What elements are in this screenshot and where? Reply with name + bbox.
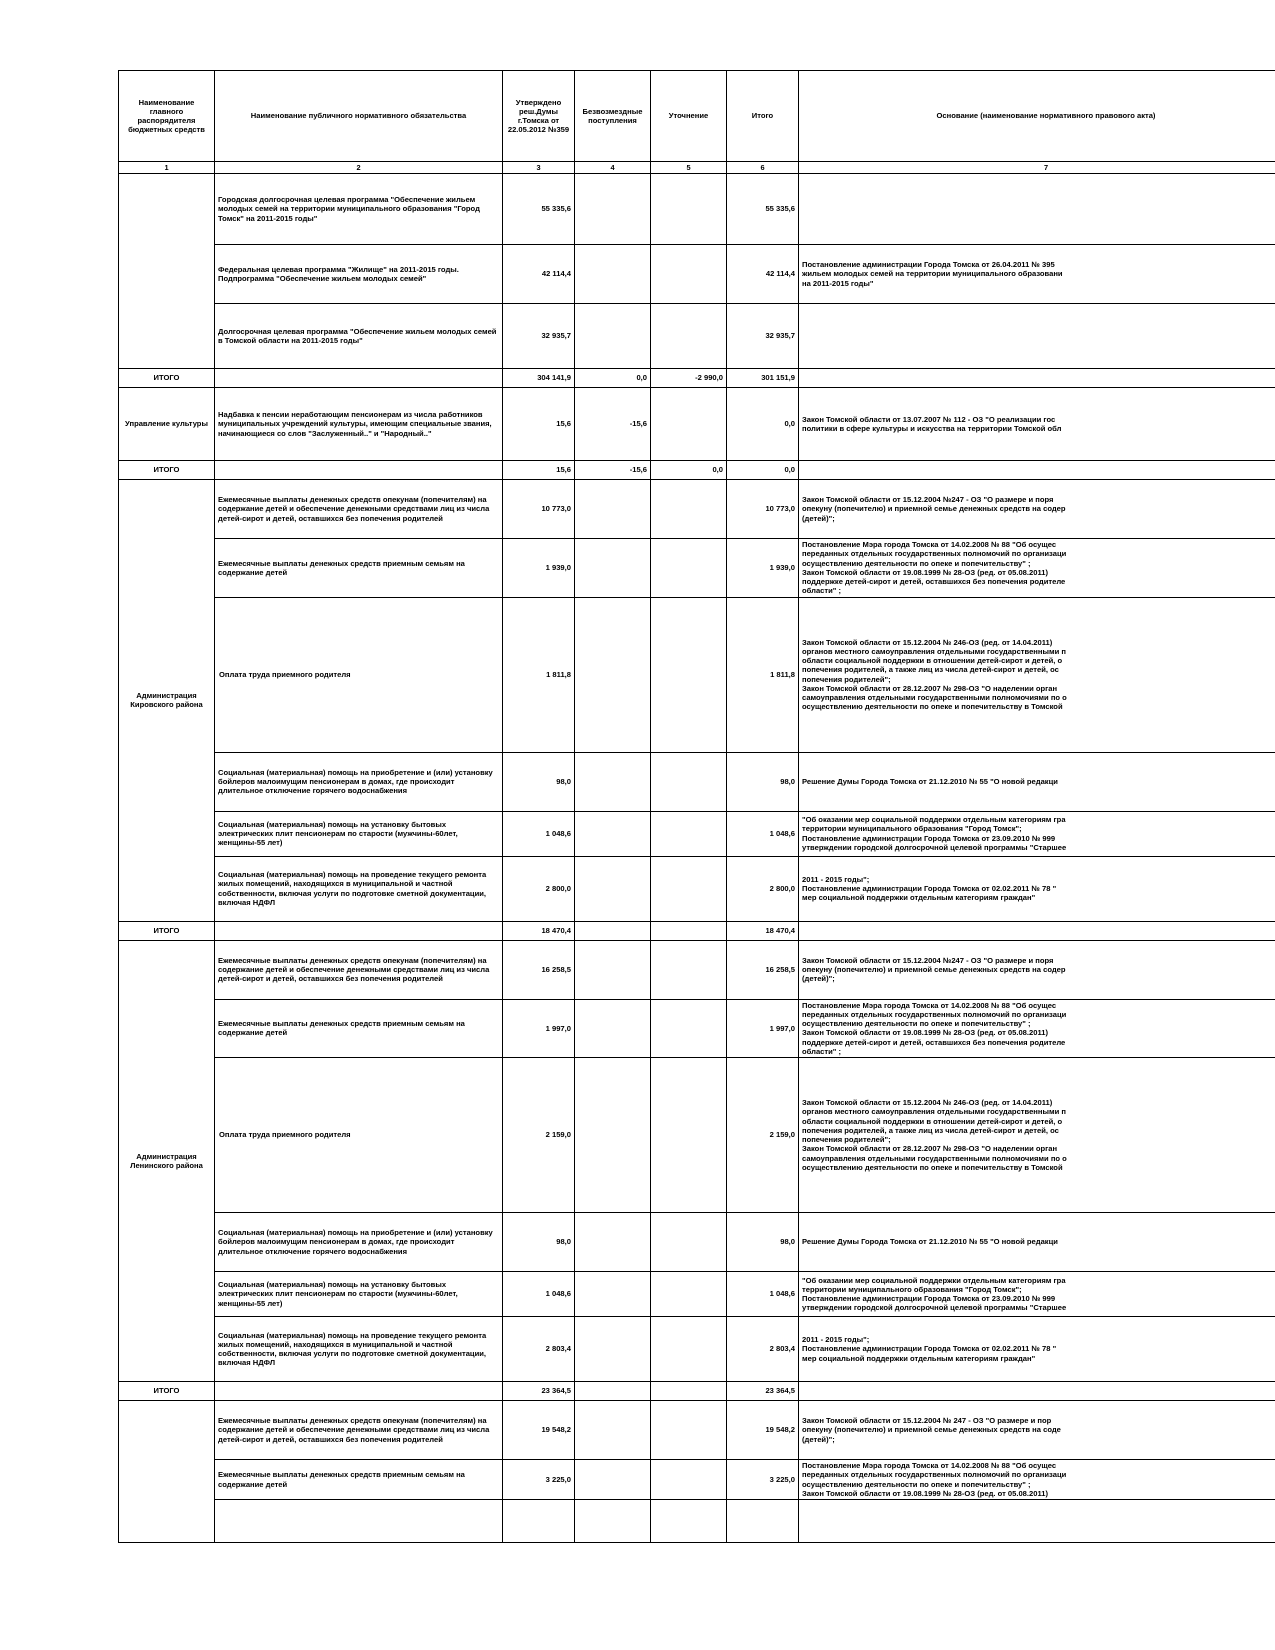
table-row: [119, 1058, 1275, 1213]
table-row: [119, 480, 1275, 539]
subtotal-label: ИТОГО: [119, 1382, 215, 1401]
obligation-name: Оплата труда приемного родителя: [215, 1058, 503, 1213]
total-amount: 16 258,5: [727, 940, 799, 999]
grants-amount: [575, 1317, 651, 1382]
grants-amount: [575, 539, 651, 598]
grants-amount: [575, 480, 651, 539]
column-number-7: 7: [799, 162, 1275, 174]
basis-line: (детей)";: [802, 513, 835, 523]
subtotal-approved: 18 470,4: [503, 921, 575, 940]
basis-line: мер социальной поддержки отдельным категориям граждан": [802, 1353, 1036, 1363]
total-amount: 0,0: [727, 388, 799, 461]
header-cell-basis: Основание (наименование нормативного правового акта): [799, 71, 1275, 162]
basis-line: осуществлению деятельности по опеке и попечительству" ;: [802, 558, 1031, 568]
subtotal-basis: [799, 369, 1275, 388]
subtotal-approved: 304 141,9: [503, 369, 575, 388]
basis-line: области социальной поддержки в отношении детей-сирот и детей, о: [802, 1116, 1063, 1126]
approved-amount: 16 258,5: [503, 940, 575, 999]
table-row: [119, 388, 1275, 461]
table-row: [119, 1500, 1275, 1543]
subtotal-grants: [575, 921, 651, 940]
basis-cell: [799, 1460, 1275, 1500]
basis-cell: [799, 752, 1275, 811]
obligation-name: Городская долгосрочная целевая программа "Обеспечение жильем молодых семей на территории муниципального образования "Город Томск" на 2011-2015 годы": [215, 174, 503, 245]
gru-cell: [119, 1401, 215, 1543]
basis-line: переданных отдельных государственных полномочий по организаци: [802, 1470, 1067, 1480]
basis-cell: [799, 1213, 1275, 1272]
basis-line: опекуну (попечителю) и приемной семье денежных средств на соде: [802, 1425, 1061, 1435]
table-row: [119, 811, 1275, 856]
obligation-name: Социальная (материальная) помощь на приобретение и (или) установку бойлеров малоимущим пенсионерам в домах, где происходит длительное отключение горячего водоснабжения: [215, 752, 503, 811]
basis-cell: [799, 304, 1275, 369]
total-amount: 55 335,6: [727, 174, 799, 245]
basis-line: (детей)";: [802, 1434, 835, 1444]
approved-amount: 3 225,0: [503, 1460, 575, 1500]
subtotal-basis: [799, 1382, 1275, 1401]
total-amount: 2 800,0: [727, 856, 799, 921]
subtotal-adjustment: 0,0: [651, 461, 727, 480]
adjustment-amount: [651, 304, 727, 369]
basis-cell: [799, 1317, 1275, 1382]
basis-line: Постановление Мэра города Томска от 14.02.2008 № 88 "Об осущес: [802, 1461, 1057, 1471]
table-row: [119, 245, 1275, 304]
column-number-6: 6: [727, 162, 799, 174]
grants-amount: [575, 752, 651, 811]
subtotal-row: [119, 369, 1275, 388]
basis-cell: [799, 1058, 1275, 1213]
basis-line: Постановление администрации Города Томска от 02.02.2011 № 78 ": [802, 1344, 1057, 1354]
table-row: [119, 597, 1275, 752]
basis-line: осуществлению деятельности по опеке и попечительству" ;: [802, 1479, 1031, 1489]
table-column-numbers-row: [119, 162, 1275, 174]
adjustment-amount: [651, 597, 727, 752]
basis-cell: [799, 1272, 1275, 1317]
basis-cell: [799, 480, 1275, 539]
grants-amount: [575, 1213, 651, 1272]
grants-amount: [575, 811, 651, 856]
approved-amount: 98,0: [503, 752, 575, 811]
basis-cell: [799, 245, 1275, 304]
total-amount: 1 048,6: [727, 1272, 799, 1317]
obligation-name: Ежемесячные выплаты денежных средств опекунам (попечителям) на содержание детей и обеспечение денежными средствами лиц из числа детей-сирот и детей, оставшихся без попечения родителей: [215, 480, 503, 539]
basis-line: осуществлению деятельности по опеке и попечительству в Томской: [802, 702, 1063, 712]
approved-amount: 1 997,0: [503, 999, 575, 1058]
basis-cell: [799, 597, 1275, 752]
table-row: [119, 174, 1275, 245]
table-row: [119, 1213, 1275, 1272]
subtotal-spacer: [215, 921, 503, 940]
column-number-1: 1: [119, 162, 215, 174]
column-number-3: 3: [503, 162, 575, 174]
table-row: [119, 752, 1275, 811]
approved-amount: 1 048,6: [503, 811, 575, 856]
subtotal-row: [119, 461, 1275, 480]
budget-table: [118, 70, 1275, 1543]
basis-line: самоуправления отдельными государственными полномочиями по о: [802, 693, 1067, 703]
obligation-name: Надбавка к пенсии неработающим пенсионерам из числа работников муниципальных учреждений культуры, имеющим специальные звания, начинающиеся со слов "Заслуженный.." и "Народный..": [215, 388, 503, 461]
gru-cell: [119, 174, 215, 369]
budget-table-sheet: [118, 70, 1275, 1543]
obligation-name: Социальная (материальная) помощь на проведение текущего ремонта жилых помещений, находящихся в муниципальной и частной собственности, включая услуги по подготовке сметной документации, включая НДФЛ: [215, 1317, 503, 1382]
obligation-name: Долгосрочная целевая программа "Обеспечение жильем молодых семей в Томской области на 2011-2015 годы": [215, 304, 503, 369]
table-row: [119, 999, 1275, 1058]
obligation-name: Социальная (материальная) помощь на приобретение и (или) установку бойлеров малоимущим пенсионерам в домах, где происходит длительное отключение горячего водоснабжения: [215, 1213, 503, 1272]
basis-line: осуществлению деятельности по опеке и попечительству в Томской: [802, 1162, 1063, 1172]
subtotal-label: ИТОГО: [119, 369, 215, 388]
subtotal-spacer: [215, 461, 503, 480]
adjustment-amount: [651, 1272, 727, 1317]
basis-line: Закон Томской области от 19.08.1999 № 28-ОЗ (ред. от 05.08.2011): [802, 1488, 1049, 1498]
subtotal-spacer: [215, 1382, 503, 1401]
basis-line: попечения родителей";: [802, 1135, 891, 1145]
adjustment-amount: [651, 1460, 727, 1500]
adjustment-amount: [651, 1317, 727, 1382]
grants-amount: -15,6: [575, 388, 651, 461]
basis-line: Постановление администрации Города Томска от 23.09.2010 № 999: [802, 833, 1056, 843]
basis-cell: [799, 388, 1275, 461]
basis-line: Постановление Мэра города Томска от 14.02.2008 № 88 "Об осущес: [802, 1000, 1057, 1010]
grants-amount: [575, 1272, 651, 1317]
adjustment-amount: [651, 174, 727, 245]
total-amount: 19 548,2: [727, 1401, 799, 1460]
adjustment-amount: [651, 752, 727, 811]
total-amount: 1 997,0: [727, 999, 799, 1058]
basis-line: переданных отдельных государственных полномочий по организаци: [802, 1009, 1067, 1019]
total-amount: 1 048,6: [727, 811, 799, 856]
basis-line: органов местного самоуправления отдельными государственными п: [802, 646, 1066, 656]
total-amount: 2 159,0: [727, 1058, 799, 1213]
total-amount: 1 939,0: [727, 539, 799, 598]
basis-line: Закон Томской области от 15.12.2004 № 247 - ОЗ "О размере и пор: [802, 1416, 1052, 1426]
basis-line: Закон Томской области от 15.12.2004 № 246-ОЗ (ред. от 14.04.2011): [802, 637, 1053, 647]
table-row: [119, 304, 1275, 369]
subtotal-row: [119, 921, 1275, 940]
approved-amount: 1 048,6: [503, 1272, 575, 1317]
obligation-name: Социальная (материальная) помощь на установку бытовых электрических плит пенсионерам по старости (мужчины-60лет, женщины-55 лет): [215, 1272, 503, 1317]
total-amount: 3 225,0: [727, 1460, 799, 1500]
approved-amount: 98,0: [503, 1213, 575, 1272]
basis-line: на 2011-2015 годы": [802, 278, 874, 288]
grants-amount: [575, 999, 651, 1058]
basis-line: Постановление администрации Города Томска от 23.09.2010 № 999: [802, 1294, 1056, 1304]
total-amount: 10 773,0: [727, 480, 799, 539]
obligation-name: Социальная (материальная) помощь на установку бытовых электрических плит пенсионерам по старости (мужчины-60лет, женщины-55 лет): [215, 811, 503, 856]
grants-amount: [575, 174, 651, 245]
subtotal-grants: 0,0: [575, 369, 651, 388]
obligation-name: Ежемесячные выплаты денежных средств опекунам (попечителям) на содержание детей и обеспечение денежными средствами лиц из числа детей-сирот и детей, оставшихся без попечения родителей: [215, 1401, 503, 1460]
basis-line: осуществлению деятельности по опеке и попечительству" ;: [802, 1019, 1031, 1029]
subtotal-basis: [799, 921, 1275, 940]
basis-line: утверждении городской долгосрочной целевой программы "Старшее: [802, 842, 1067, 852]
basis-line: утверждении городской долгосрочной целевой программы "Старшее: [802, 1303, 1067, 1313]
header-cell-total: Итого: [727, 71, 799, 162]
basis-line: поддержке детей-сирот и детей, оставшихся без попечения родителе: [802, 577, 1066, 587]
subtotal-total: 18 470,4: [727, 921, 799, 940]
obligation-name: Федеральная целевая программа "Жилище" на 2011-2015 годы. Подпрограмма "Обеспечение жильем молодых семей": [215, 245, 503, 304]
basis-line: (детей)";: [802, 974, 835, 984]
basis-line: территории муниципального образования "Город Томск";: [802, 824, 1022, 834]
table-row: [119, 856, 1275, 921]
adjustment-amount: [651, 1401, 727, 1460]
total-amount: 98,0: [727, 1213, 799, 1272]
basis-line: переданных отдельных государственных полномочий по организаци: [802, 549, 1067, 559]
approved-amount: 15,6: [503, 388, 575, 461]
obligation-name: Социальная (материальная) помощь на проведение текущего ремонта жилых помещений, находящихся в муниципальной и частной собственности, включая услуги по подготовке сметной документации, включая НДФЛ: [215, 856, 503, 921]
obligation-name: Ежемесячные выплаты денежных средств приемным семьям на содержание детей: [215, 1460, 503, 1500]
subtotal-spacer: [215, 369, 503, 388]
basis-line: Постановление Мэра города Томска от 14.02.2008 № 88 "Об осущес: [802, 540, 1057, 550]
grants-amount: [575, 1500, 651, 1543]
adjustment-amount: [651, 245, 727, 304]
adjustment-amount: [651, 539, 727, 598]
adjustment-amount: [651, 480, 727, 539]
basis-line: Закон Томской области от 19.08.1999 № 28-ОЗ (ред. от 05.08.2011): [802, 1028, 1049, 1038]
basis-line: поддержке детей-сирот и детей, оставшихся без попечения родителе: [802, 1037, 1066, 1047]
grants-amount: [575, 1401, 651, 1460]
basis-line: Закон Томской области от 15.12.2004 №247 - ОЗ "О размере и поря: [802, 955, 1054, 965]
header-cell-grants: Безвозмездные поступления: [575, 71, 651, 162]
subtotal-grants: -15,6: [575, 461, 651, 480]
subtotal-label: ИТОГО: [119, 461, 215, 480]
grants-amount: [575, 856, 651, 921]
basis-cell: [799, 940, 1275, 999]
grants-amount: [575, 304, 651, 369]
basis-line: Закон Томской области от 28.12.2007 № 298-ОЗ "О наделении орган: [802, 683, 1058, 693]
subtotal-approved: 15,6: [503, 461, 575, 480]
subtotal-row: [119, 1382, 1275, 1401]
total-amount: [727, 1500, 799, 1543]
basis-line: области" ;: [802, 586, 842, 596]
basis-line: Решение Думы Города Томска от 21.12.2010 № 55 "О новой редакци: [802, 776, 1058, 786]
column-number-4: 4: [575, 162, 651, 174]
header-cell-gru: Наименование главного распорядителя бюджетных средств: [119, 71, 215, 162]
subtotal-total: 23 364,5: [727, 1382, 799, 1401]
basis-cell: [799, 1401, 1275, 1460]
approved-amount: 32 935,7: [503, 304, 575, 369]
grants-amount: [575, 940, 651, 999]
subtotal-approved: 23 364,5: [503, 1382, 575, 1401]
adjustment-amount: [651, 856, 727, 921]
basis-line: Закон Томской области от 13.07.2007 № 112 - ОЗ "О реализации гос: [802, 414, 1056, 424]
basis-line: Постановление администрации Города Томска от 26.04.2011 № 395: [802, 260, 1055, 270]
table-row: [119, 940, 1275, 999]
basis-line: Закон Томской области от 15.12.2004 №247 - ОЗ "О размере и поря: [802, 495, 1054, 505]
subtotal-adjustment: [651, 921, 727, 940]
basis-cell: [799, 856, 1275, 921]
basis-line: попечения родителей, а также лиц из числа детей-сирот и детей, ос: [802, 1125, 1059, 1135]
total-amount: 1 811,8: [727, 597, 799, 752]
basis-cell: [799, 539, 1275, 598]
grants-amount: [575, 245, 651, 304]
basis-line: опекуну (попечителю) и приемной семье денежных средств на содер: [802, 964, 1066, 974]
approved-amount: [503, 1500, 575, 1543]
adjustment-amount: [651, 1058, 727, 1213]
gru-cell: Управление культуры: [119, 388, 215, 461]
grants-amount: [575, 1058, 651, 1213]
adjustment-amount: [651, 999, 727, 1058]
column-number-5: 5: [651, 162, 727, 174]
basis-line: территории муниципального образования "Город Томск";: [802, 1284, 1022, 1294]
obligation-name: Оплата труда приемного родителя: [215, 597, 503, 752]
basis-line: Решение Думы Города Томска от 21.12.2010 № 55 "О новой редакци: [802, 1237, 1058, 1247]
subtotal-label: ИТОГО: [119, 921, 215, 940]
adjustment-amount: [651, 388, 727, 461]
total-amount: 98,0: [727, 752, 799, 811]
table-header-row: [119, 71, 1275, 162]
adjustment-amount: [651, 940, 727, 999]
obligation-name: Ежемесячные выплаты денежных средств опекунам (попечителям) на содержание детей и обеспечение денежными средствами лиц из числа детей-сирот и детей, оставшихся без попечения родителей: [215, 940, 503, 999]
subtotal-basis: [799, 461, 1275, 480]
subtotal-adjustment: -2 990,0: [651, 369, 727, 388]
basis-line: попечения родителей, а также лиц из числа детей-сирот и детей, ос: [802, 665, 1059, 675]
basis-line: органов местного самоуправления отдельными государственными п: [802, 1107, 1066, 1117]
grants-amount: [575, 1460, 651, 1500]
approved-amount: 55 335,6: [503, 174, 575, 245]
header-cell-obligation: Наименование публичного нормативного обязательства: [215, 71, 503, 162]
basis-line: "Об оказании мер социальной поддержки отдельным категориям гра: [802, 1275, 1066, 1285]
column-number-2: 2: [215, 162, 503, 174]
gru-cell: Администрация Ленинского района: [119, 940, 215, 1382]
subtotal-total: 0,0: [727, 461, 799, 480]
grants-amount: [575, 597, 651, 752]
adjustment-amount: [651, 1213, 727, 1272]
basis-line: 2011 - 2015 годы";: [802, 874, 870, 884]
basis-line: опекуну (попечителю) и приемной семье денежных средств на содер: [802, 504, 1066, 514]
subtotal-grants: [575, 1382, 651, 1401]
total-amount: 2 803,4: [727, 1317, 799, 1382]
obligation-name: [215, 1500, 503, 1543]
basis-line: Закон Томской области от 28.12.2007 № 298-ОЗ "О наделении орган: [802, 1144, 1058, 1154]
adjustment-amount: [651, 1500, 727, 1543]
total-amount: 32 935,7: [727, 304, 799, 369]
basis-line: 2011 - 2015 годы";: [802, 1335, 870, 1345]
basis-line: жильем молодых семей на территории муниципального образовани: [802, 269, 1063, 279]
total-amount: 42 114,4: [727, 245, 799, 304]
header-cell-approved: Утверждено реш.Думы г.Томска от 22.05.2012 №359: [503, 71, 575, 162]
basis-cell: [799, 999, 1275, 1058]
adjustment-amount: [651, 811, 727, 856]
basis-cell: [799, 174, 1275, 245]
table-row: [119, 1272, 1275, 1317]
basis-line: политики в сфере культуры и искусства на территории Томской обл: [802, 424, 1062, 434]
approved-amount: 2 159,0: [503, 1058, 575, 1213]
approved-amount: 19 548,2: [503, 1401, 575, 1460]
approved-amount: 2 800,0: [503, 856, 575, 921]
table-row: [119, 1460, 1275, 1500]
gru-cell: Администрация Кировского района: [119, 480, 215, 922]
basis-cell: [799, 1500, 1275, 1543]
basis-line: "Об оказании мер социальной поддержки отдельным категориям гра: [802, 815, 1066, 825]
basis-line: области социальной поддержки в отношении детей-сирот и детей, о: [802, 656, 1063, 666]
basis-line: Постановление администрации Города Томска от 02.02.2011 № 78 ": [802, 883, 1057, 893]
obligation-name: Ежемесячные выплаты денежных средств приемным семьям на содержание детей: [215, 539, 503, 598]
header-cell-adjustment: Уточнение: [651, 71, 727, 162]
basis-line: самоуправления отдельными государственными полномочиями по о: [802, 1153, 1067, 1163]
subtotal-adjustment: [651, 1382, 727, 1401]
table-row: [119, 1317, 1275, 1382]
approved-amount: 42 114,4: [503, 245, 575, 304]
approved-amount: 1 939,0: [503, 539, 575, 598]
basis-cell: [799, 811, 1275, 856]
table-row: [119, 1401, 1275, 1460]
table-row: [119, 539, 1275, 598]
subtotal-total: 301 151,9: [727, 369, 799, 388]
approved-amount: 2 803,4: [503, 1317, 575, 1382]
basis-line: области" ;: [802, 1046, 842, 1056]
approved-amount: 1 811,8: [503, 597, 575, 752]
basis-line: Закон Томской области от 15.12.2004 № 246-ОЗ (ред. от 14.04.2011): [802, 1098, 1053, 1108]
basis-line: мер социальной поддержки отдельным категориям граждан": [802, 893, 1036, 903]
obligation-name: Ежемесячные выплаты денежных средств приемным семьям на содержание детей: [215, 999, 503, 1058]
basis-line: Закон Томской области от 19.08.1999 № 28-ОЗ (ред. от 05.08.2011): [802, 567, 1049, 577]
approved-amount: 10 773,0: [503, 480, 575, 539]
basis-line: попечения родителей";: [802, 674, 891, 684]
